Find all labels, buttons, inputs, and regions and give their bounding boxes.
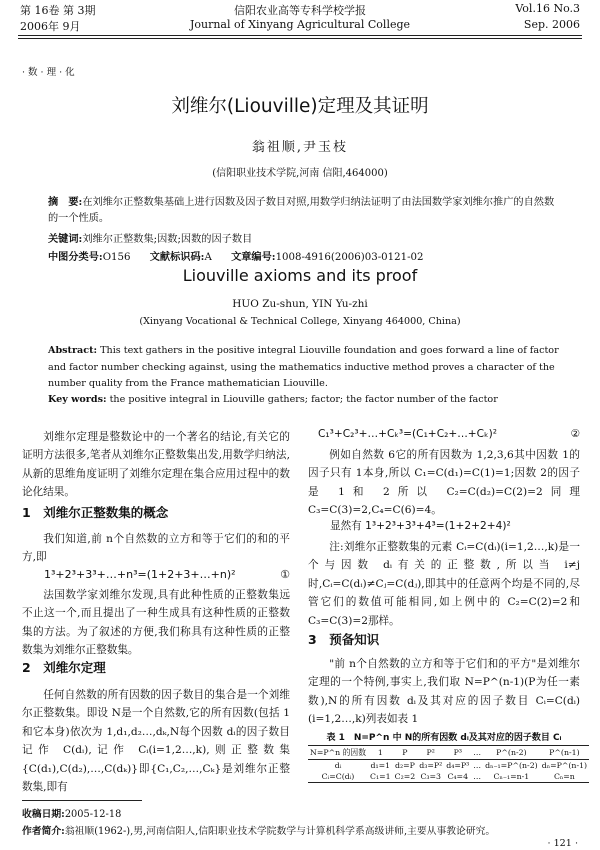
keywords-en — [48, 394, 568, 405]
section-2-heading: 2 刘维尔定理 — [22, 660, 106, 675]
abstract-cn-label: 摘 要: — [48, 196, 83, 208]
table-cell: P — [393, 746, 418, 760]
table-cell: P^(n-1) — [540, 746, 589, 760]
authors-en: HUO Zu-shun, YIN Yu-zhi — [232, 298, 368, 310]
table-cell: dᵢ — [334, 761, 342, 770]
author-bio — [22, 823, 582, 837]
table-cell: d₁=1 — [370, 761, 391, 770]
section-3-para-1: "前 n个自然数的立方和等于它们和的平方"是刘维尔定理的一个特例,事实上,我们取 N=P^(n-1)(P为任一素数),N的所有因数 dᵢ及其对应的因子数目 Cᵢ=C(dᵢ)(i=1,2…,k)列表如表 1 — [308, 658, 580, 726]
table-1 — [308, 730, 588, 783]
abstract-cn-text: 在刘维尔正整数集基础上进行因数及因子数目对照,用数学归纳法证明了由法国数学家刘维尔推广的自然数的一个性质。 — [48, 197, 555, 224]
keywords-cn-label: 关键词: — [48, 233, 83, 245]
received-label: 收稿日期: — [22, 809, 65, 820]
table-cell: dₙ₋₁=P^(n-2) — [485, 761, 538, 770]
classification-line — [48, 248, 578, 263]
equation-2-body: C₁³+C₂³+…+Cₖ³=(C₁+C₂+…+Cₖ)² — [318, 428, 497, 440]
received-date — [22, 806, 121, 820]
table-cell: C₂=2 — [394, 772, 416, 781]
doc-code-value: A — [204, 252, 212, 263]
header-rule-thick — [18, 35, 582, 36]
table-cell: Cᵢ=C(dᵢ) — [308, 771, 368, 783]
section-1-para-1: 我们知道,前 n个自然数的立方和等于它们的和的平方,即 — [22, 533, 290, 564]
header-rule-thin — [18, 38, 582, 39]
table-1-grid — [308, 745, 589, 783]
table-cell: C₄=4 — [444, 771, 471, 783]
equation-2 — [318, 428, 580, 440]
table-cell: Cₙ=n — [540, 771, 589, 783]
table-row — [308, 760, 589, 772]
article-no-label: 文章编号: — [231, 251, 276, 263]
doc-code-label: 文献标识码: — [149, 251, 205, 263]
keywords-cn — [48, 230, 558, 245]
table-cell: P² — [417, 746, 444, 760]
received-value: 2005-12-18 — [64, 809, 122, 820]
affiliation-en: (Xinyang Vocational & Technical College, Xinyang 464000, China) — [139, 316, 461, 327]
article-no-value: 1008-4916(2006)03-0121-02 — [275, 252, 424, 263]
table-cell: 1 — [368, 746, 393, 760]
table-cell: … — [471, 746, 483, 760]
equation-1-body: 1³+2³+3³+…+n³=(1+2+3+…+n)² — [44, 568, 236, 581]
table-cell: … — [473, 761, 482, 770]
table-cell: C₃=3 — [417, 771, 444, 783]
equation-3: 显然有 1³+2³+3³+4³=(1+2+2+4)² — [330, 520, 511, 532]
section-1-para-2: 法国数学家刘维尔发现,具有此种性质的正整数集远不止这一个,而且提出了一种生成具有这种性质的正整数集的方法。为了叙述的方便,我们称具有这种性质的正整数集为刘维尔正整数集。 — [22, 589, 290, 657]
header-left-bottom: 2006年 9月 — [20, 20, 81, 33]
table-cell: Cₙ₋₁=n-1 — [483, 771, 540, 783]
table-1-caption: 表 1 N=P^n 中 N的所有因数 dᵢ及其对应的因子数目 Cᵢ — [326, 733, 562, 743]
table-row — [308, 746, 589, 760]
author-bio-label: 作者简介: — [22, 826, 65, 837]
table-row — [308, 771, 589, 783]
section-2-para-1: 任何自然数的所有因数的因子数目的集合是一个刘维尔正整数集。即设 N是一个自然数,它的所有因数(包括 1和它本身)依次为 1,d₁,d₂…,dₖ,N每个因数 dᵢ的因子数目记作 C(dᵢ),记作 Cᵢ(i=1,2…,k),则正整数集{C(d₁),C(d₂),…,C(dₖ)}即{C₁,C₂,…,Cₖ}是刘维尔正整数集,即有 — [22, 689, 290, 794]
abstract-cn — [48, 194, 558, 227]
table-cell: N=P^n 的因数 — [308, 746, 368, 760]
keywords-en-label: Key words: — [48, 394, 107, 405]
table-cell: P³ — [444, 746, 471, 760]
table-cell: d₄=P³ — [446, 761, 470, 770]
table-cell: d₃=P² — [419, 761, 443, 770]
header-right-top: Vol.16 No.3 — [515, 2, 580, 15]
table-cell: dₙ=P^(n-1) — [541, 761, 588, 770]
table-cell: C₁=1 — [370, 772, 391, 781]
header-left-top: 第 16卷 第 3期 — [20, 4, 96, 17]
equation-1-number: ① — [280, 568, 290, 581]
abstract-en — [48, 343, 563, 393]
equation-1 — [44, 568, 290, 581]
table-cell: d₂=P — [394, 761, 415, 770]
journal-name-cn: 信阳农业高等专科学校学报 — [234, 4, 366, 17]
note-paragraph: 注:刘维尔正整数集的元素 Cᵢ=C(dᵢ)(i=1,2…,k)是一个与因数 dᵢ有关的正整数,所以当 i≠j时,Cᵢ=C(dᵢ)≠Cⱼ=C(dⱼ),即其中的任意两个均是不同的,尽管它们的数值可能相同,如上例中的 C₂=C(2)=2和 C₃=C(3)=2那样。 — [308, 541, 580, 627]
journal-name-en: Journal of Xinyang Agricultural College — [189, 18, 411, 31]
affiliation-cn: (信阳职业技术学院,河南 信阳,464000) — [212, 168, 388, 179]
keywords-en-text: the positive integral in Liouville gathers; factor; the factor number of the factor — [109, 394, 498, 405]
section-1-heading: 1 刘维尔正整数集的概念 — [22, 505, 169, 520]
footnote-rule — [22, 800, 142, 801]
title-en: Liouville axioms and its proof — [182, 266, 418, 285]
authors-cn: 翁祖顺,尹玉枝 — [251, 140, 349, 155]
category-label: · 数 · 理 · 化 — [22, 67, 75, 78]
keywords-cn-text: 刘维尔正整数集;因数;因数的因子数目 — [82, 234, 253, 245]
page-number: · 121 · — [547, 838, 578, 849]
table-cell: P^(n-2) — [483, 746, 540, 760]
equation-2-number: ② — [570, 428, 580, 440]
example-paragraph: 例如自然数 6它的所有因数为 1,2,3,6其中因数 1的因子只有 1本身,所以 C₁=C(d₁)=C(1)=1;因数 2的因子是 1和 2所以 C₂=C(d₂)=C(2)=2同理 C₃=C(3)=2,C₄=C(6)=4。 — [308, 449, 580, 517]
header-right-bottom: Sep. 2006 — [523, 18, 580, 31]
intro-paragraph: 刘维尔定理是整数论中的一个著名的结论,有关它的证明方法很多,笔者从刘维尔正整数集出发,用数学归纳法,从新的思维角度证明了刘维尔定理在集合应用过程中的数论化结果。 — [22, 431, 290, 499]
clc-label: 中图分类号: — [48, 251, 103, 263]
table-cell: … — [473, 772, 482, 781]
abstract-en-label: Abstract: — [48, 345, 98, 356]
abstract-en-text: This text gathers in the positive integral Liouville foundation and goes forward a line of factor and factor number checking against, using the mathematics inductive method proves a character of the number quality from the France mathematician Liouville. — [48, 345, 559, 389]
clc-value: O156 — [102, 252, 131, 263]
section-3-heading: 3 预备知识 — [308, 632, 380, 647]
author-bio-text: 翁祖顺(1962-),男,河南信阳人,信阳职业技术学院数学与计算机科学系高级讲师,主要从事教论研究。 — [64, 826, 496, 837]
page-title: 刘维尔(Liouville)定理及其证明 — [171, 96, 429, 117]
